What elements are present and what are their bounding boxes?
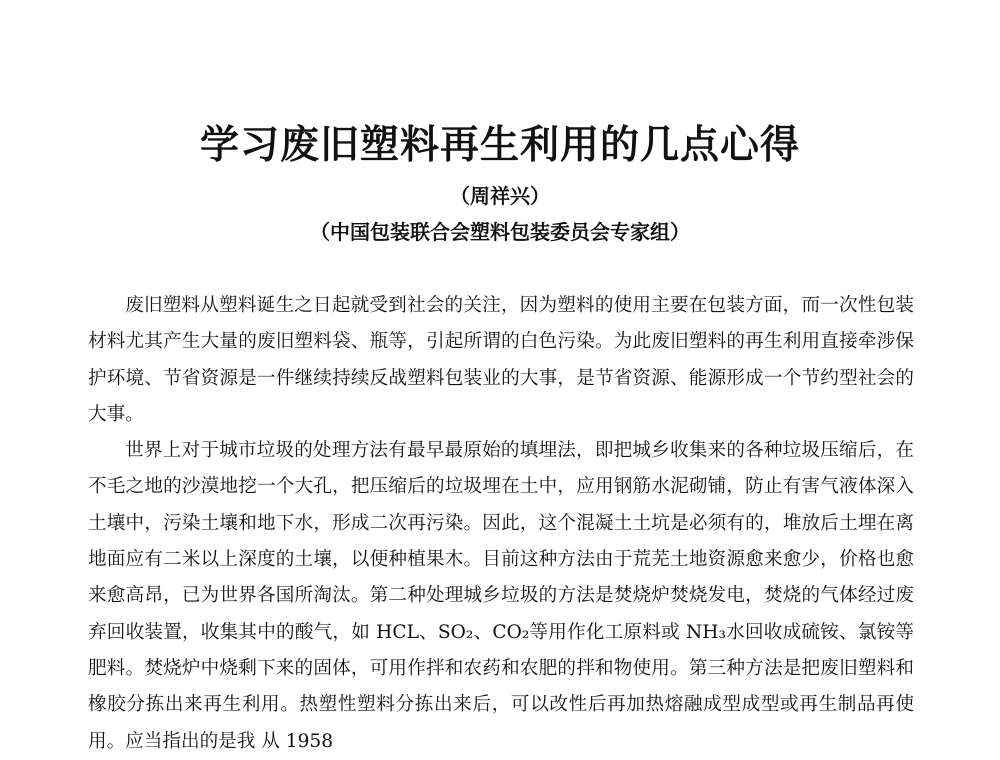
paragraph: 世界上对于城市垃圾的处理方法有最早最原始的填埋法，即把城乡收集来的各种垃圾压缩后，在不毛之地的沙漠地挖一个大孔，把压缩后的垃圾埋在土中，应用钢筋水泥砌铺，防止有害气液体深入土壤中，污染土壤和地下水，形成二次再污染。因此，这个混凝土土坑是必须有的，堆放后土埋在离地面应有二米以上深度的土壤，以便种植果木。目前这种方法由于荒芜土地资源愈来愈少，价格也愈来愈高昂，已为世界各国所淘汰。第二种处理城乡垃圾的方法是焚烧炉焚烧发电，焚烧的气体经过废弃回收装置，收集其中的酸气，如 HCL、SO₂、CO₂等用作化工原料或 NH₃水回收成硫铵、氯铵等肥料。焚烧炉中烧剩下来的固体，可用作拌和农药和农肥的拌和物使用。第三种方法是把废旧塑料和橡胶分拣出来再生利用。热塑性塑料分拣出来后，可以改性后再加热熔融成型成型或再生制品再使用。应当指出的是我 从 1958 [88, 440, 914, 752]
author-name: （周祥兴） [450, 184, 550, 208]
document-title: 学习废旧塑料再生利用的几点心得 [199, 123, 800, 168]
author-affiliation: （中国包装联合会塑料包装委员会专家组） [310, 220, 690, 244]
paragraph: 废旧塑料从塑料诞生之日起就受到社会的关注，因为塑料的使用主要在包装方面，而一次性包装材料尤其产生大量的废旧塑料袋、瓶等，引起所谓的白色污染。为此废旧塑料的再生利用直接牵涉保护环境、节省资源是一件继续持续反战塑料包装业的大事，是节省资源、能源形成一个节约型社会的大事。 [88, 295, 914, 425]
article-body [88, 288, 914, 760]
